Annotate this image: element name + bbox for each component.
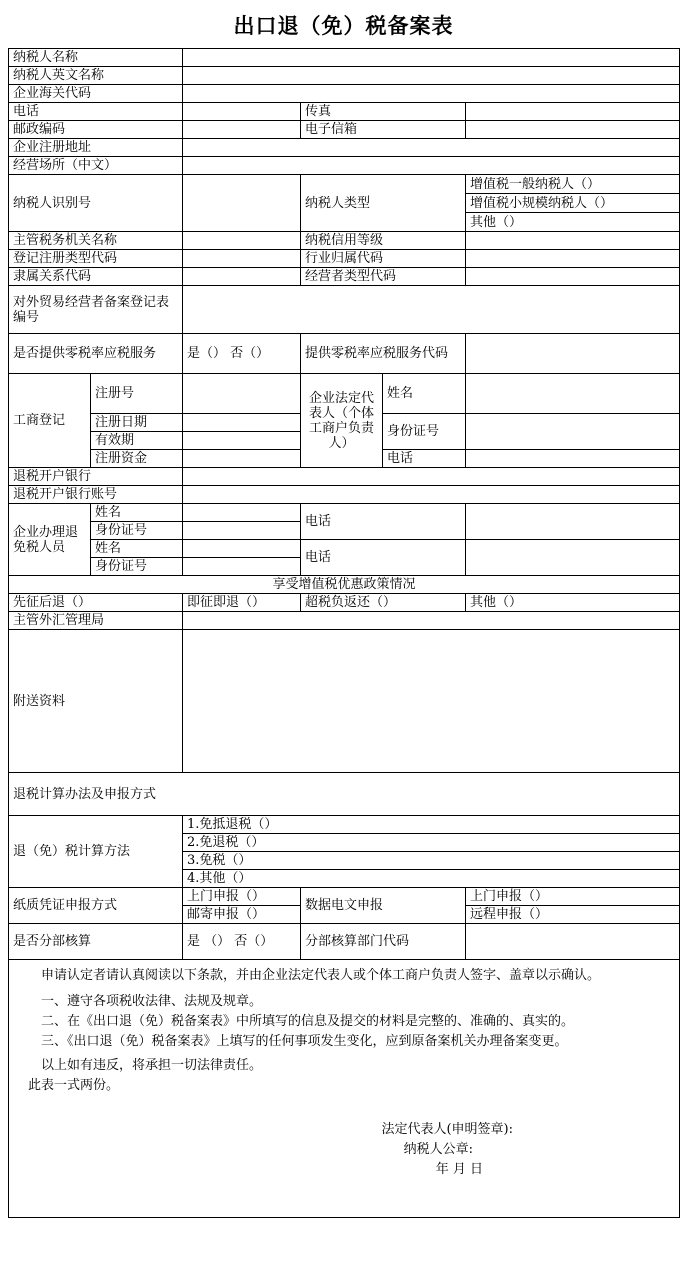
label-postcode: 邮政编码 <box>9 121 183 139</box>
filing-form-table <box>8 48 680 1218</box>
field-business-place[interactable] <box>183 157 680 175</box>
label-phone: 电话 <box>9 103 183 121</box>
field-staff2-name[interactable] <box>183 540 301 558</box>
field-affiliation-code[interactable] <box>183 268 301 286</box>
field-legal-rep-id[interactable] <box>466 414 680 450</box>
declaration-item-3: 三、《出口退（免）税备案表》上填写的任何事项发生变化，应到原备案机关办理备案变更。 <box>41 1034 568 1049</box>
option-taxpayer-other[interactable]: 其他（） <box>466 213 680 232</box>
declaration-item-1: 一、遵守各项税收法律、法规及规章。 <box>41 994 263 1009</box>
label-legal-rep-name: 姓名 <box>383 374 466 414</box>
option-branch-yes-no[interactable]: 是 （） 否（） <box>183 924 301 960</box>
option-general-vat-taxpayer[interactable]: 增值税一般纳税人（） <box>466 175 680 194</box>
label-credit-level: 纳税信用等级 <box>301 232 466 250</box>
label-reg-capital: 注册资金 <box>91 450 183 468</box>
field-staff1-name[interactable] <box>183 504 301 522</box>
field-taxpayer-name[interactable] <box>183 49 680 67</box>
label-staff2-id: 身份证号 <box>91 558 183 576</box>
label-electronic-method: 数据电文申报 <box>301 888 466 924</box>
label-tax-authority: 主管税务机关名称 <box>9 232 183 250</box>
field-reg-type-code[interactable] <box>183 250 301 268</box>
label-reg-address: 企业注册地址 <box>9 139 183 157</box>
field-customs-code[interactable] <box>183 85 680 103</box>
label-staff1-name: 姓名 <box>91 504 183 522</box>
field-zero-rate-service-code[interactable] <box>466 334 680 374</box>
option-small-scale-taxpayer[interactable]: 增值税小规模纳税人（） <box>466 194 680 213</box>
option-electronic-remote[interactable]: 远程申报（） <box>466 906 680 924</box>
field-fax[interactable] <box>466 103 680 121</box>
option-exempt-credit-refund[interactable]: 1.免抵退税（） <box>183 816 680 834</box>
form-title: 出口退（免）税备案表 <box>233 14 454 38</box>
label-reg-date: 注册日期 <box>91 414 183 432</box>
field-legal-rep-phone[interactable] <box>466 450 680 468</box>
field-industry-code[interactable] <box>466 250 680 268</box>
label-reg-no: 注册号 <box>91 374 183 414</box>
field-phone[interactable] <box>183 103 301 121</box>
label-staff2-phone: 电话 <box>301 540 466 576</box>
label-legal-rep-phone: 电话 <box>383 450 466 468</box>
option-paper-mail[interactable]: 邮寄申报（） <box>183 906 301 924</box>
label-customs-code: 企业海关代码 <box>9 85 183 103</box>
label-industry-code: 行业归属代码 <box>301 250 466 268</box>
label-staff1-id: 身份证号 <box>91 522 183 540</box>
label-legal-rep: 企业法定代表人（个体工商户负责人） <box>301 374 383 468</box>
label-affiliation-code: 隶属关系代码 <box>9 268 183 286</box>
field-staff1-id[interactable] <box>183 522 301 540</box>
field-reg-address[interactable] <box>183 139 680 157</box>
label-refund-bank: 退税开户银行 <box>9 468 183 486</box>
label-attachments: 附送资料 <box>9 630 183 773</box>
field-branch-code[interactable] <box>466 924 680 960</box>
date-label: 年 月 日 <box>435 1162 484 1177</box>
declaration-intro: 申请认定者请认真阅读以下条款，并由企业法定代表人或个体工商户负责人签字、盖章以示确认。 <box>41 968 601 983</box>
option-calc-other[interactable]: 4.其他（） <box>183 870 680 888</box>
field-attachments[interactable] <box>183 630 680 773</box>
label-legal-rep-id: 身份证号 <box>383 414 466 450</box>
label-business-place: 经营场所（中文） <box>9 157 183 175</box>
declaration-item-2: 二、在《出口退（免）税备案表》中所填写的信息及提交的材料是完整的、准确的、真实的。 <box>41 1014 575 1029</box>
label-fax: 传真 <box>301 103 466 121</box>
declaration-copies: 此表一式两份。 <box>28 1078 120 1093</box>
field-reg-no[interactable] <box>183 374 301 414</box>
field-reg-date[interactable] <box>183 414 301 432</box>
label-staff1-phone: 电话 <box>301 504 466 540</box>
label-foreign-trade-reg-no: 对外贸易经营者备案登记表编号 <box>9 286 183 334</box>
label-business-reg: 工商登记 <box>9 374 91 468</box>
label-calc-method: 退（免）税计算方法 <box>9 816 183 888</box>
label-taxpayer-name: 纳税人名称 <box>9 49 183 67</box>
field-refund-bank[interactable] <box>183 468 680 486</box>
label-taxpayer-id: 纳税人识别号 <box>9 175 183 232</box>
field-staff2-phone[interactable] <box>466 540 680 576</box>
option-excess-burden-return[interactable]: 超税负返还（） <box>301 594 466 612</box>
option-collect-then-refund[interactable]: 先征后退（） <box>9 594 183 612</box>
field-staff2-id[interactable] <box>183 558 301 576</box>
label-branch-check: 是否分部核算 <box>9 924 183 960</box>
field-forex-bureau[interactable] <box>183 612 680 630</box>
field-tax-authority[interactable] <box>183 232 301 250</box>
label-operator-type-code: 经营者类型代码 <box>301 268 466 286</box>
option-vat-policy-other[interactable]: 其他（） <box>466 594 680 612</box>
label-valid-period: 有效期 <box>91 432 183 450</box>
field-legal-rep-name[interactable] <box>466 374 680 414</box>
label-zero-rate-service: 是否提供零税率应税服务 <box>9 334 183 374</box>
label-paper-method: 纸质凭证申报方式 <box>9 888 183 924</box>
field-valid-period[interactable] <box>183 432 301 450</box>
option-electronic-onsite[interactable]: 上门申报（） <box>466 888 680 906</box>
option-exempt-refund[interactable]: 2.免退税（） <box>183 834 680 852</box>
signature-block <box>15 1120 673 1180</box>
label-forex-bureau: 主管外汇管理局 <box>9 612 183 630</box>
option-exempt[interactable]: 3.免税（） <box>183 852 680 870</box>
field-refund-account[interactable] <box>183 486 680 504</box>
declaration-warning: 以上如有违反，将承担一切法律责任。 <box>41 1058 263 1073</box>
option-zero-rate-yes-no[interactable]: 是（） 否（） <box>183 334 301 374</box>
declaration-section <box>9 960 680 1218</box>
field-reg-capital[interactable] <box>183 450 301 468</box>
field-credit-level[interactable] <box>466 232 680 250</box>
field-postcode[interactable] <box>183 121 301 139</box>
field-email[interactable] <box>466 121 680 139</box>
label-taxpayer-en-name: 纳税人英文名称 <box>9 67 183 85</box>
option-paper-onsite[interactable]: 上门申报（） <box>183 888 301 906</box>
field-taxpayer-id[interactable] <box>183 175 301 232</box>
field-operator-type-code[interactable] <box>466 268 680 286</box>
option-immediate-refund[interactable]: 即征即退（） <box>183 594 301 612</box>
label-staff2-name: 姓名 <box>91 540 183 558</box>
label-calc-and-method: 退税计算办法及申报方式 <box>9 773 680 816</box>
label-taxpayer-type: 纳税人类型 <box>301 175 466 232</box>
label-reg-type-code: 登记注册类型代码 <box>9 250 183 268</box>
label-zero-rate-service-code: 提供零税率应税服务代码 <box>301 334 466 374</box>
vat-policy-header: 享受增值税优惠政策情况 <box>9 576 680 594</box>
field-staff1-phone[interactable] <box>466 504 680 540</box>
label-branch-code: 分部核算部门代码 <box>301 924 466 960</box>
label-refund-account: 退税开户银行账号 <box>9 486 183 504</box>
field-foreign-trade-reg-no[interactable] <box>183 286 680 334</box>
seal-label: 纳税人公章: <box>403 1142 474 1157</box>
field-taxpayer-en-name[interactable] <box>183 67 680 85</box>
label-email: 电子信箱 <box>301 121 466 139</box>
signature-label: 法定代表人(申明签章): <box>381 1122 514 1137</box>
label-refund-staff: 企业办理退免税人员 <box>9 504 91 576</box>
